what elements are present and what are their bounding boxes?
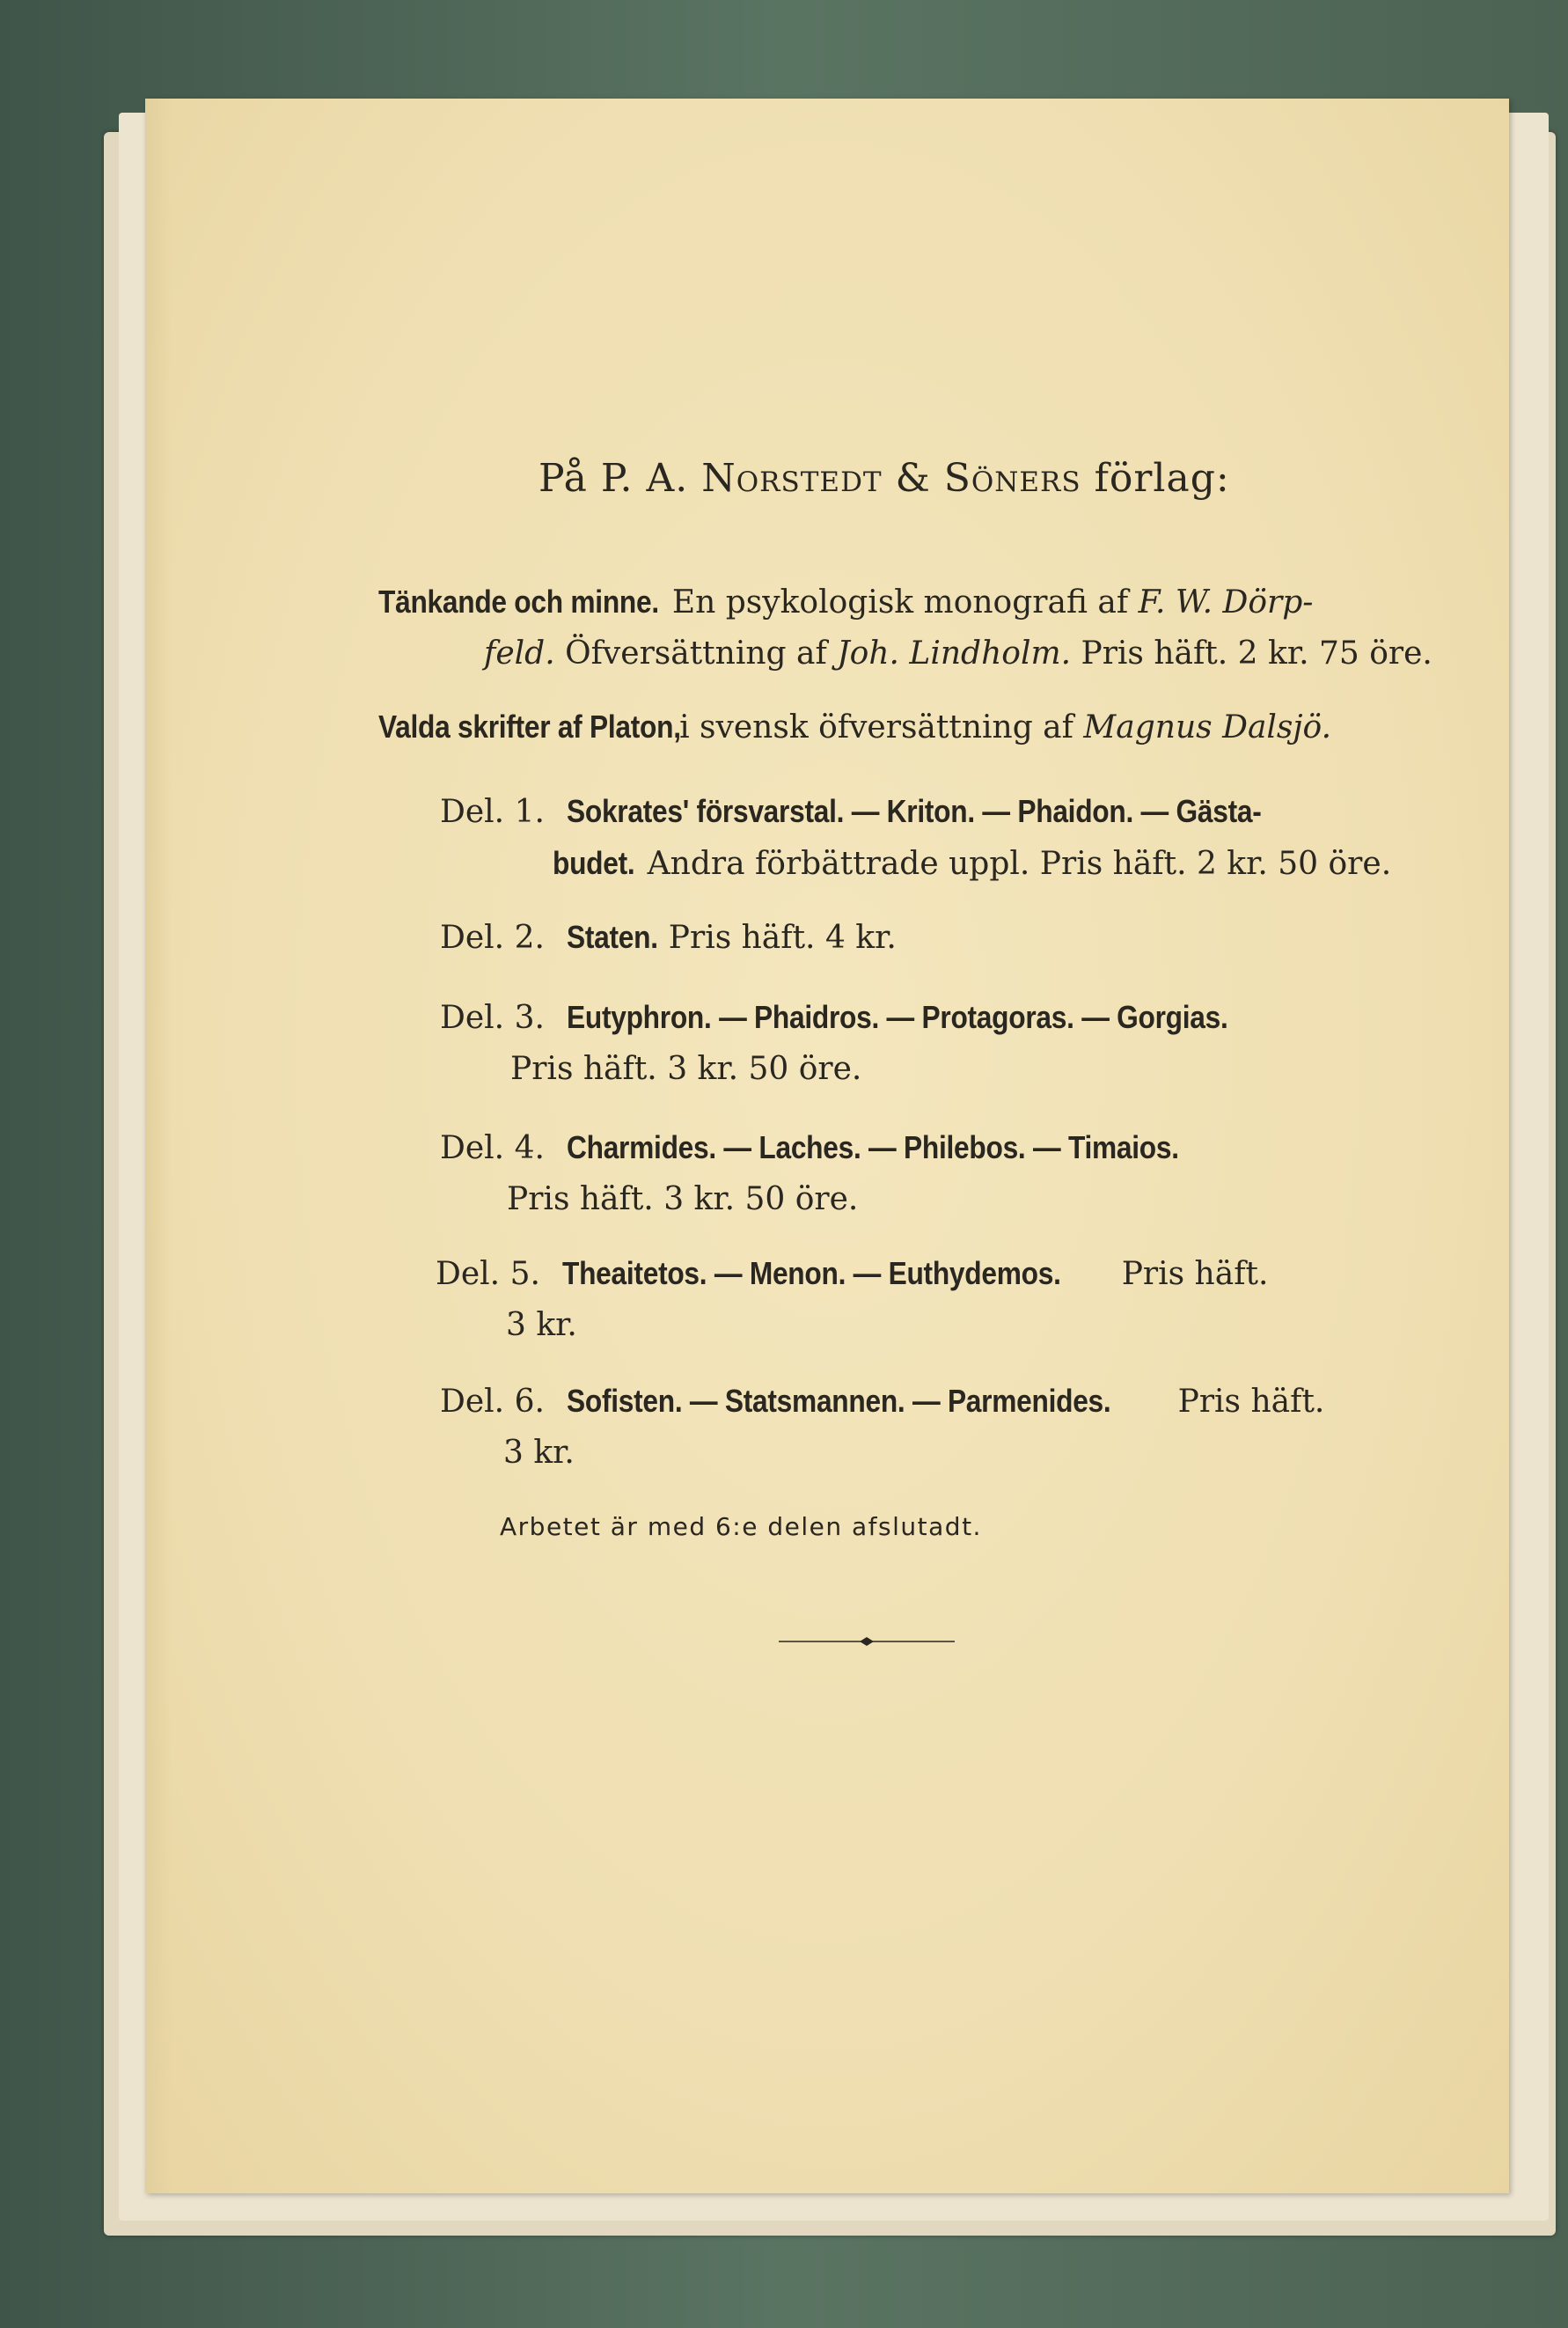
publisher-heading (539, 456, 1550, 501)
volume-price-continued: 3 kr. (506, 1307, 577, 1343)
volume-number: Del. 6. (440, 1384, 545, 1420)
entry-tankande (378, 576, 1432, 679)
heading-publisher: Norstedt & Söners (701, 456, 1081, 501)
volume-line (440, 912, 1452, 964)
volume-price: Pris häft. 4 kr. (658, 920, 897, 956)
heading-suffix: förlag: (1081, 456, 1230, 501)
volume-price: Pris häft. (1168, 1384, 1325, 1420)
ornament-rule (779, 1633, 955, 1650)
volume-number: Del. 3. (440, 1000, 545, 1036)
volume-line (440, 992, 1452, 1044)
volume-line (440, 1044, 1452, 1095)
entry-title: Tänkande och minne. (378, 584, 659, 620)
volume-2 (440, 912, 1452, 964)
heading-prefix: På P. A. (539, 456, 702, 501)
volume-line (440, 1122, 1452, 1174)
entry-platon (378, 701, 1390, 753)
page-gutter-shadow (145, 99, 172, 2193)
volume-titles-continued: budet. (553, 845, 635, 881)
entry-author-continued: feld. (484, 635, 555, 672)
volume-line (440, 1428, 1452, 1479)
volume-price: Pris häft. (1111, 1256, 1269, 1292)
volume-line (440, 786, 1452, 838)
volume-price: Andra förbättrade uppl. Pris häft. 2 kr. 50 öre. (637, 846, 1392, 882)
volume-titles: Theaitetos. — Menon. — Euthydemos. (562, 1255, 1061, 1291)
volume-6 (440, 1376, 1452, 1479)
volume-titles: Charmides. — Laches. — Philebos. — Timaios. (567, 1129, 1180, 1165)
entry-line (378, 576, 1390, 628)
entry-price: Pris häft. 2 kr. 75 öre. (1071, 635, 1432, 672)
entry-translator: Joh. Lindholm. (837, 635, 1072, 672)
volume-price: Pris häft. 3 kr. 50 öre. (510, 1051, 862, 1087)
volume-number: Del. 5. (436, 1256, 540, 1292)
entry-line (378, 701, 1390, 753)
volume-3 (440, 992, 1452, 1095)
volume-titles: Sofisten. — Statsmannen. — Parmenides. (567, 1383, 1111, 1419)
volume-1 (440, 786, 1452, 890)
entry-line (378, 628, 1432, 679)
volume-number: Del. 2. (440, 920, 545, 956)
volume-line (436, 1300, 1447, 1351)
volume-number: Del. 1. (440, 794, 545, 830)
volume-number: Del. 4. (440, 1130, 545, 1166)
entry-author: F. W. Dörp- (1138, 584, 1314, 621)
entry-description: En psykologisk monografi af (662, 584, 1139, 621)
volume-5 (436, 1248, 1447, 1351)
volume-titles: Sokrates' försvarstal. — Kriton. — Phaidon. — Gästa- (567, 793, 1262, 829)
volume-line (440, 838, 1452, 890)
volume-4 (440, 1122, 1452, 1225)
volume-line (440, 1174, 1452, 1225)
entry-translation-label: Öfversättning af (554, 635, 838, 672)
closing-note: Arbetet är med 6:e delen afslutadt. (500, 1512, 982, 1541)
entry-translator: Magnus Dalsjö. (1083, 709, 1332, 745)
volume-titles: Eutyphron. — Phaidros. — Protagoras. — Gorgias. (567, 999, 1228, 1035)
volume-line (436, 1248, 1447, 1300)
volume-price-continued: 3 kr. (503, 1435, 575, 1471)
entry-title: Valda skrifter af Platon, (378, 709, 681, 745)
volume-titles: Staten. (567, 919, 659, 955)
entry-description: i svensk öfversättning af (669, 709, 1084, 745)
volume-price: Pris häft. 3 kr. 50 öre. (507, 1181, 859, 1217)
volume-line (440, 1376, 1452, 1428)
